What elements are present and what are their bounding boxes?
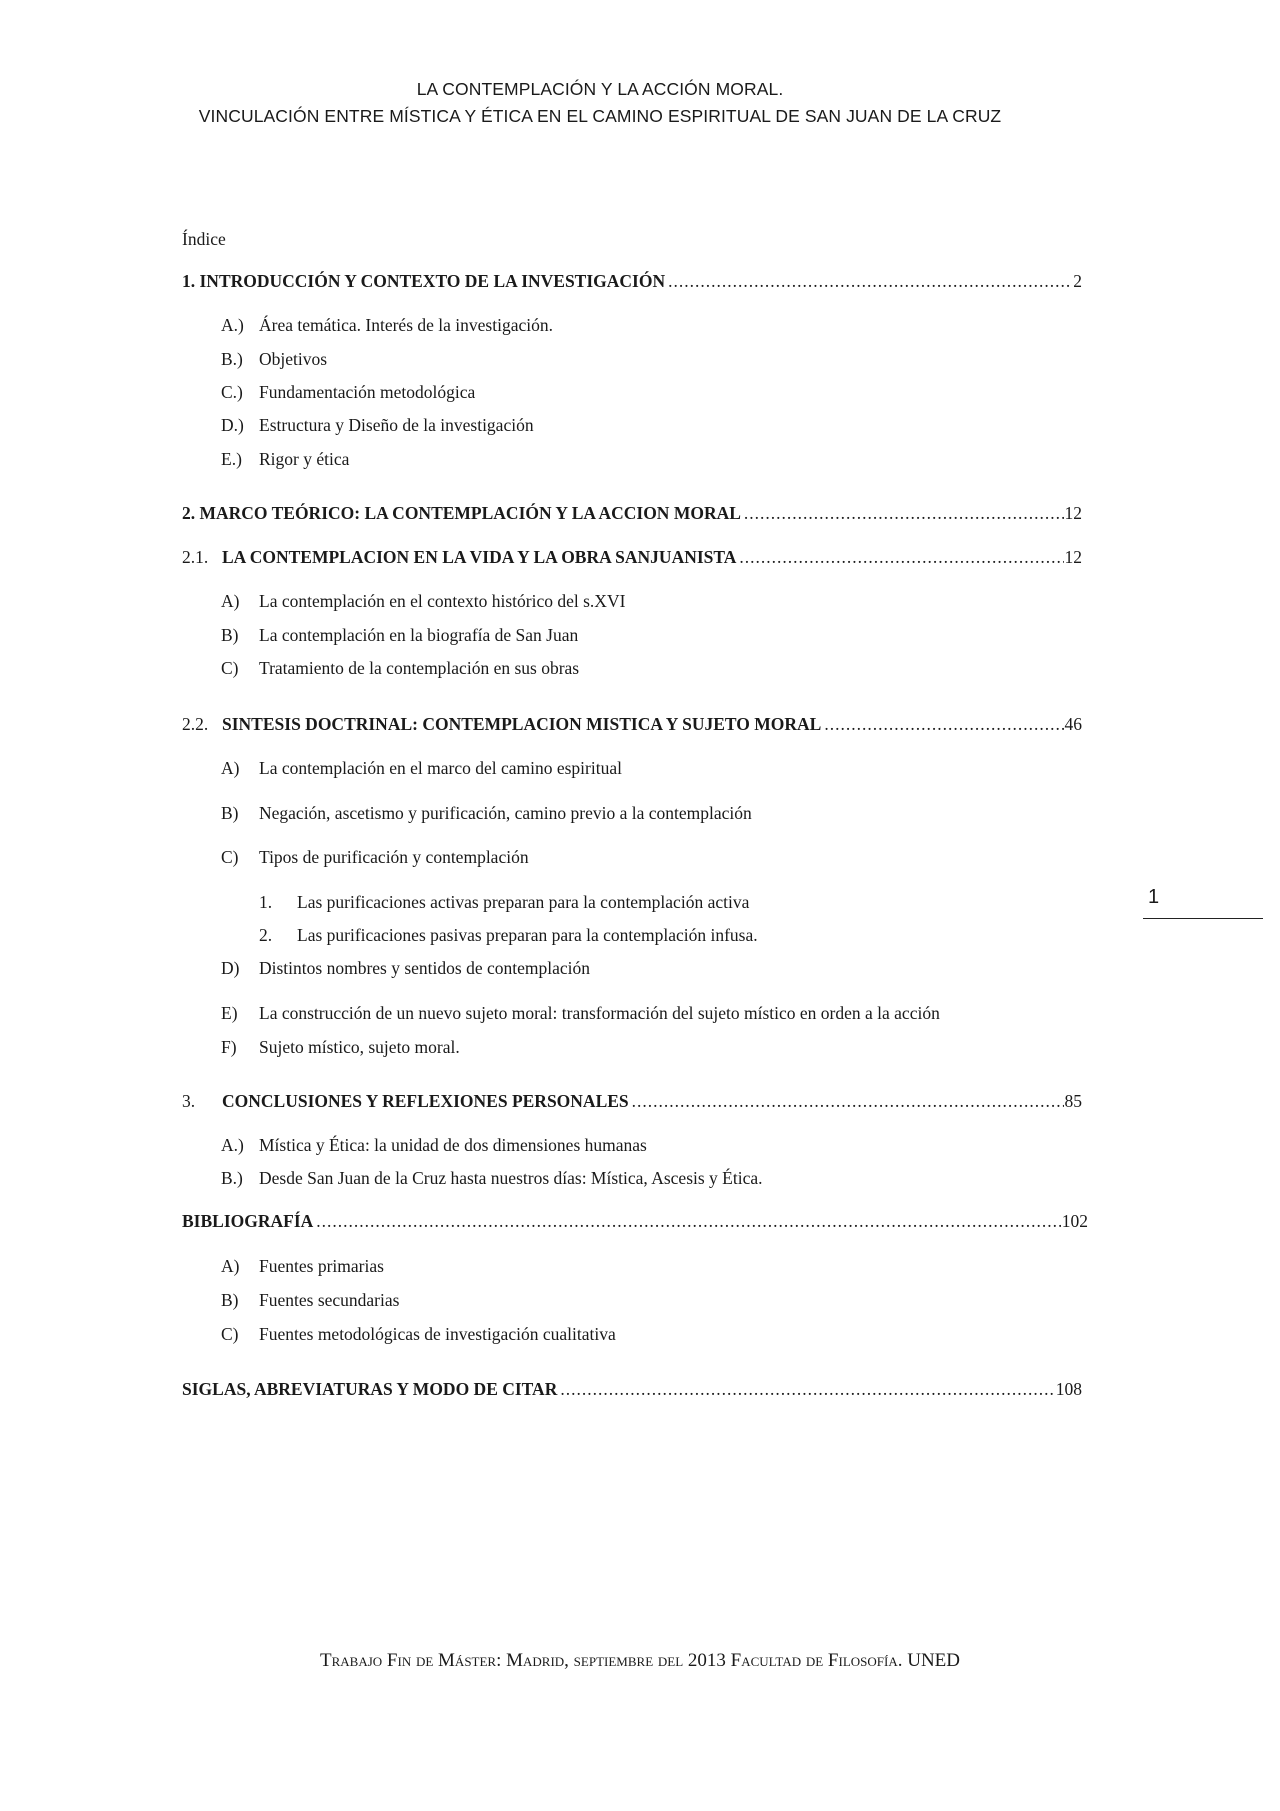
list-item xyxy=(221,1036,460,1058)
list-marker: C) xyxy=(221,1324,239,1344)
dot-leader xyxy=(744,502,1064,524)
dot-leader xyxy=(632,1090,1064,1112)
list-text: Desde San Juan de la Cruz hasta nuestros días: Mística, Ascesis y Ética. xyxy=(259,1168,763,1188)
list-text: Objetivos xyxy=(259,349,328,369)
list-text: Mística y Ética: la unidad de dos dimensiones humanas xyxy=(259,1135,647,1155)
toc-entry-page: 85 xyxy=(1064,1091,1082,1111)
footer-text: Trabajo Fin de Máster: Madrid, septiembre del 2013 Facultad de Filosofía. xyxy=(320,1650,903,1671)
toc-entry-label: SINTESIS DOCTRINAL: CONTEMPLACION MISTICA Y SUJETO MORAL xyxy=(222,714,822,734)
list-item xyxy=(221,757,622,779)
list-item xyxy=(221,314,553,336)
toc-entry-page: 108 xyxy=(1055,1379,1082,1399)
list-text: La contemplación en el marco del camino espiritual xyxy=(259,758,622,778)
toc-entry-sintesis xyxy=(182,713,1082,735)
page-number-rule xyxy=(1143,918,1263,919)
list-marker: B) xyxy=(221,803,239,823)
toc-entry-label: BIBLIOGRAFÍA xyxy=(182,1211,314,1231)
toc-entry-page: 12 xyxy=(1064,503,1082,523)
toc-entry-contemplacion xyxy=(182,546,1082,568)
list-item xyxy=(221,846,529,868)
list-text: Fuentes metodológicas de investigación cualitativa xyxy=(259,1324,616,1344)
footer-institution: UNED xyxy=(907,1650,960,1671)
list-item xyxy=(221,348,327,370)
toc-entry-label: SIGLAS, ABREVIATURAS Y MODO DE CITAR xyxy=(182,1379,558,1399)
list-text: La contemplación en el contexto histórico del s.XVI xyxy=(259,591,626,611)
running-footer xyxy=(0,1650,1280,1672)
toc-entry-number: 2.2. xyxy=(182,714,209,734)
list-marker: A.) xyxy=(221,1135,244,1155)
toc-entry-conclusiones xyxy=(182,1090,1082,1112)
toc-entry-label: CONCLUSIONES Y REFLEXIONES PERSONALES xyxy=(222,1091,629,1111)
list-marker: E) xyxy=(221,1003,238,1023)
toc-entry-marco-teorico xyxy=(182,502,1082,524)
toc-title: Índice xyxy=(182,229,226,249)
list-item xyxy=(221,1255,384,1277)
list-marker: B.) xyxy=(221,1168,243,1188)
list-marker: E.) xyxy=(221,449,242,469)
list-subitem xyxy=(259,924,758,946)
list-marker: D.) xyxy=(221,415,244,435)
list-marker: F) xyxy=(221,1037,237,1057)
list-text: Fuentes secundarias xyxy=(259,1290,400,1310)
dot-leader xyxy=(739,546,1063,568)
list-item xyxy=(221,414,534,436)
list-subitem xyxy=(259,891,749,913)
list-text: Negación, ascetismo y purificación, camino previo a la contemplación xyxy=(259,803,752,823)
list-item xyxy=(221,657,579,679)
toc-entry-page: 102 xyxy=(1061,1211,1088,1231)
list-marker: 1. xyxy=(259,892,273,912)
list-marker: D) xyxy=(221,958,240,978)
list-item xyxy=(221,1167,763,1189)
list-text: Estructura y Diseño de la investigación xyxy=(259,415,534,435)
list-marker: B.) xyxy=(221,349,243,369)
list-text: Fundamentación metodológica xyxy=(259,382,476,402)
list-text: Tipos de purificación y contemplación xyxy=(259,847,529,867)
list-item xyxy=(221,590,625,612)
toc-entry-bibliografia xyxy=(182,1210,1088,1232)
dot-leader xyxy=(316,1210,1060,1232)
list-item xyxy=(221,624,578,646)
page-number: 1 xyxy=(1148,886,1160,908)
list-text: Distintos nombres y sentidos de contemplación xyxy=(259,958,590,978)
list-item xyxy=(221,448,349,470)
list-marker: A) xyxy=(221,1256,240,1276)
list-text: Las purificaciones pasivas preparan para la contemplación infusa. xyxy=(297,925,758,945)
toc-entry-number: 2.1. xyxy=(182,547,209,567)
list-text: Rigor y ética xyxy=(259,449,350,469)
list-item xyxy=(221,1134,647,1156)
list-marker: C.) xyxy=(221,382,243,402)
toc-entry-page: 46 xyxy=(1064,714,1082,734)
dot-leader xyxy=(560,1378,1054,1400)
toc-entry-number: 3. xyxy=(182,1091,196,1111)
list-item xyxy=(221,1323,616,1345)
list-text: Sujeto místico, sujeto moral. xyxy=(259,1037,460,1057)
header-title: LA CONTEMPLACIÓN Y LA ACCIÓN MORAL. xyxy=(416,79,784,99)
list-text: Área temática. Interés de la investigación. xyxy=(259,315,553,335)
list-text: La contemplación en la biografía de San Juan xyxy=(259,625,579,645)
dot-leader xyxy=(824,713,1063,735)
list-marker: 2. xyxy=(259,925,273,945)
toc-entry-page: 12 xyxy=(1064,547,1082,567)
list-marker: A.) xyxy=(221,315,244,335)
list-marker: B) xyxy=(221,625,239,645)
header-subtitle: VINCULACIÓN ENTRE MÍSTICA Y ÉTICA EN EL CAMINO ESPIRITUAL DE SAN JUAN DE LA CRUZ xyxy=(198,106,1002,126)
list-text: Fuentes primarias xyxy=(259,1256,384,1276)
list-item xyxy=(221,802,752,824)
running-header xyxy=(0,76,1200,130)
list-marker: A) xyxy=(221,591,240,611)
toc-entry-label: LA CONTEMPLACION EN LA VIDA Y LA OBRA SANJUANISTA xyxy=(222,547,737,567)
dot-leader xyxy=(668,270,1072,292)
list-text: Las purificaciones activas preparan para la contemplación activa xyxy=(297,892,750,912)
list-item xyxy=(221,381,475,403)
toc-entry-label: 2. MARCO TEÓRICO: LA CONTEMPLACIÓN Y LA ACCION MORAL xyxy=(182,503,741,523)
list-item xyxy=(221,1002,940,1024)
list-marker: B) xyxy=(221,1290,239,1310)
toc-entry-siglas xyxy=(182,1378,1082,1400)
list-marker: A) xyxy=(221,758,240,778)
list-marker: C) xyxy=(221,658,239,678)
list-text: La construcción de un nuevo sujeto moral: transformación del sujeto místico en orden a la acción xyxy=(259,1003,940,1023)
list-item xyxy=(221,1289,399,1311)
toc-entry-introduccion xyxy=(182,270,1082,292)
toc-entry-page: 2 xyxy=(1073,271,1082,291)
list-text: Tratamiento de la contemplación en sus obras xyxy=(259,658,580,678)
toc-entry-label: 1. INTRODUCCIÓN Y CONTEXTO DE LA INVESTIGACIÓN xyxy=(182,271,666,291)
list-marker: C) xyxy=(221,847,239,867)
list-item xyxy=(221,957,590,979)
